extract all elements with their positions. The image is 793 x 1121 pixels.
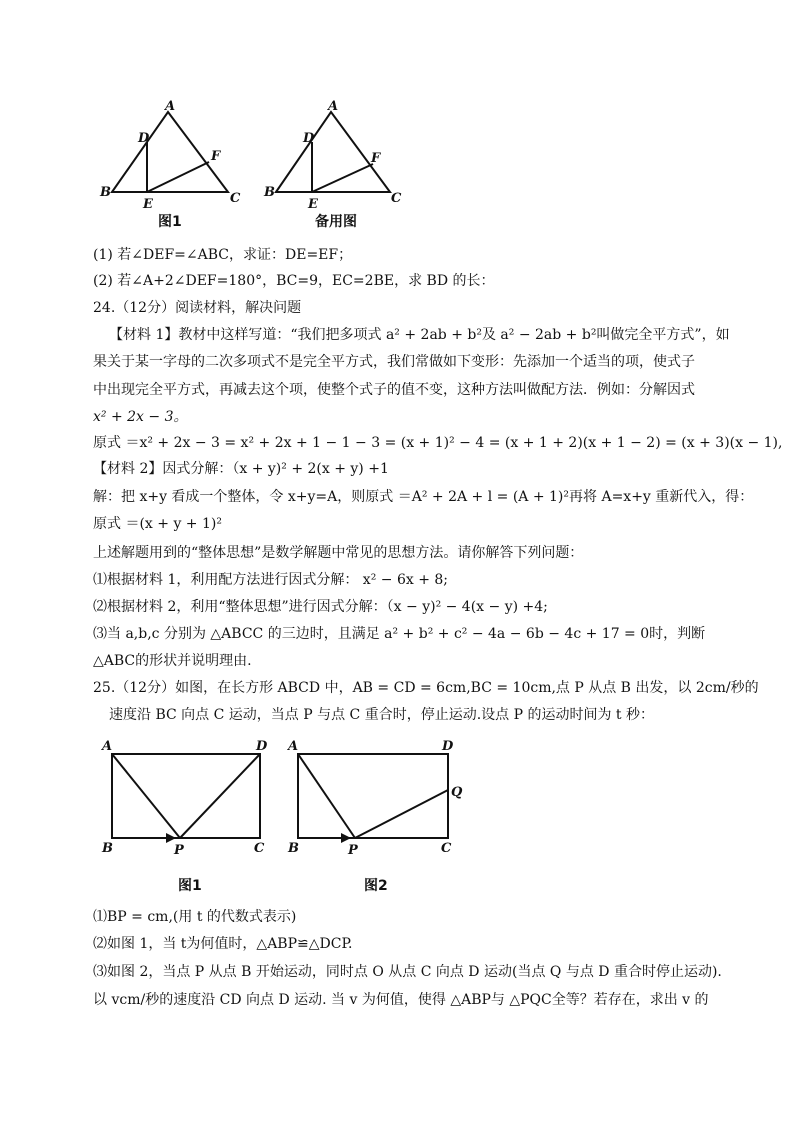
q24-material2-line1: 【材料 2】因式分解：（x + y)² + 2(x + y) +1 [93,461,389,477]
caption-rect-fig2: 图2 [364,878,388,894]
label-d-r2: D [442,739,454,754]
q24-sub-3-line2: △ABC的形状并说明理由. [93,653,252,669]
caption-rect-fig1: 图1 [178,878,202,894]
label-b-2: B [264,185,275,200]
segment-ef-2 [312,164,373,192]
arrow-head-1 [166,833,176,843]
caption-fig1: 图1 [158,214,182,230]
q24-material1-line4: x² + 2x − 3。 [93,409,188,425]
label-b-r1: B [102,841,113,856]
q25-sub-2: ⑵如图 1，当 t为何值时，△ABP≌△DCP. [93,936,353,952]
label-p-r1: P [174,843,184,858]
label-e-1: E [143,197,153,212]
rectangle-figure-2 [298,754,448,838]
label-f-2: F [371,151,381,166]
rectangle-figure-1 [112,754,260,838]
q24-sub-2: ⑵根据材料 2，利用“整体思想”进行因式分解：（x − y)² − 4(x − y) +4; [93,599,548,615]
q24-material2-line3: 原式 ＝(x + y + 1)² [93,516,222,532]
label-d-2: D [303,131,315,146]
segment-dp-1 [180,754,260,838]
arrow-head-2 [341,833,351,843]
label-d-1: D [138,131,150,146]
label-a-2: A [328,99,339,114]
q23-part-2: (2) 若∠A+2∠DEF=180°，BC=9，EC=2BE，求 BD 的长： [93,273,495,289]
label-e-2: E [308,197,318,212]
q24-sub-1: ⑴根据材料 1，利用配方法进行因式分解： x² − 6x + 8; [93,572,449,588]
rectangles-svg [96,736,476,896]
label-c-r1: C [254,841,265,856]
label-a-r2: A [288,739,299,754]
q25-sub-1: ⑴BP = cm,(用 t 的代数式表示) [93,909,297,925]
q25-heading-line1: 25.（12分）如图，在长方形 ABCD 中，AB = CD = 6cm,BC = 10cm,点 P 从点 B 出发，以 2cm/秒的 [93,680,759,696]
q24-material1-line2: 果关于某一字母的二次多项式不是完全平方式，我们常做如下变形：先添加一个适当的项，使式子 [93,354,695,370]
segment-ap-2 [298,754,355,838]
label-p-r2: P [348,843,358,858]
segment-ap-1 [112,754,180,838]
label-d-r1: D [256,739,268,754]
rect-abcd-2 [298,754,448,838]
q24-heading: 24.（12分）阅读材料，解决问题 [93,300,302,316]
q24-material1-line5: 原式 ＝x² + 2x − 3 = x² + 2x + 1 − 1 − 3 = (x + 1)² − 4 = (x + 1 + 2)(x + 1 − 2) = (x + 3)(x − 1), [93,435,783,451]
caption-spare: 备用图 [315,214,357,230]
label-c-1: C [230,191,241,206]
label-c-2: C [391,191,402,206]
rect-abcd-1 [112,754,260,838]
label-b-r2: B [288,841,299,856]
q24-intro: 上述解题用到的“整体思想”是数学解题中常见的思想方法。请你解答下列问题： [93,545,584,561]
q23-part-1: (1) 若∠DEF=∠ABC，求证：DE=EF； [93,247,353,263]
figure-rectangles [96,736,476,896]
q24-sub-3-line1: ⑶当 a,b,c 分别为 △ABCC 的三边时，且满足 a² + b² + c² − 4a − 6b − 4c + 17 = 0时，判断 [93,626,706,642]
segment-pq-2 [355,790,448,838]
q24-material1-line1: 【材料 1】教材中这样写道：“我们把多项式 a² + 2ab + b²及 a² − 2ab + b²叫做完全平方式”，如 [109,327,730,343]
figure-triangles [90,98,420,234]
label-a-r1: A [102,739,113,754]
segment-ef-1 [147,162,209,192]
label-b-1: B [100,185,111,200]
label-f-1: F [211,149,221,164]
q25-sub-3-line2: 以 vcm/秒的速度沿 CD 向点 D 运动. 当 v 为何值，使得 △ABP与 △PQC全等？若存在，求出 v 的 [93,992,709,1008]
q24-material1-line3: 中出现完全平方式，再减去这个项，使整个式子的值不变，这种方法叫做配方法．例如：分解因式 [93,382,695,398]
q25-sub-3-line1: ⑶如图 2，当点 P 从点 B 开始运动，同时点 O 从点 C 向点 D 运动(当点 Q 与点 D 重合时停止运动). [93,964,722,980]
label-c-r2: C [441,841,452,856]
triangles-svg [90,98,420,234]
label-q-r2: Q [451,785,463,800]
label-a-1: A [165,99,176,114]
q25-heading-line2: 速度沿 BC 向点 C 运动，当点 P 与点 C 重合时，停止运动.设点 P 的运动时间为 t 秒： [109,707,655,723]
q24-material2-line2: 解：把 x+y 看成一个整体，令 x+y=A，则原式 ＝A² + 2A + l = (A + 1)²再将 A=x+y 重新代入，得： [93,489,754,505]
